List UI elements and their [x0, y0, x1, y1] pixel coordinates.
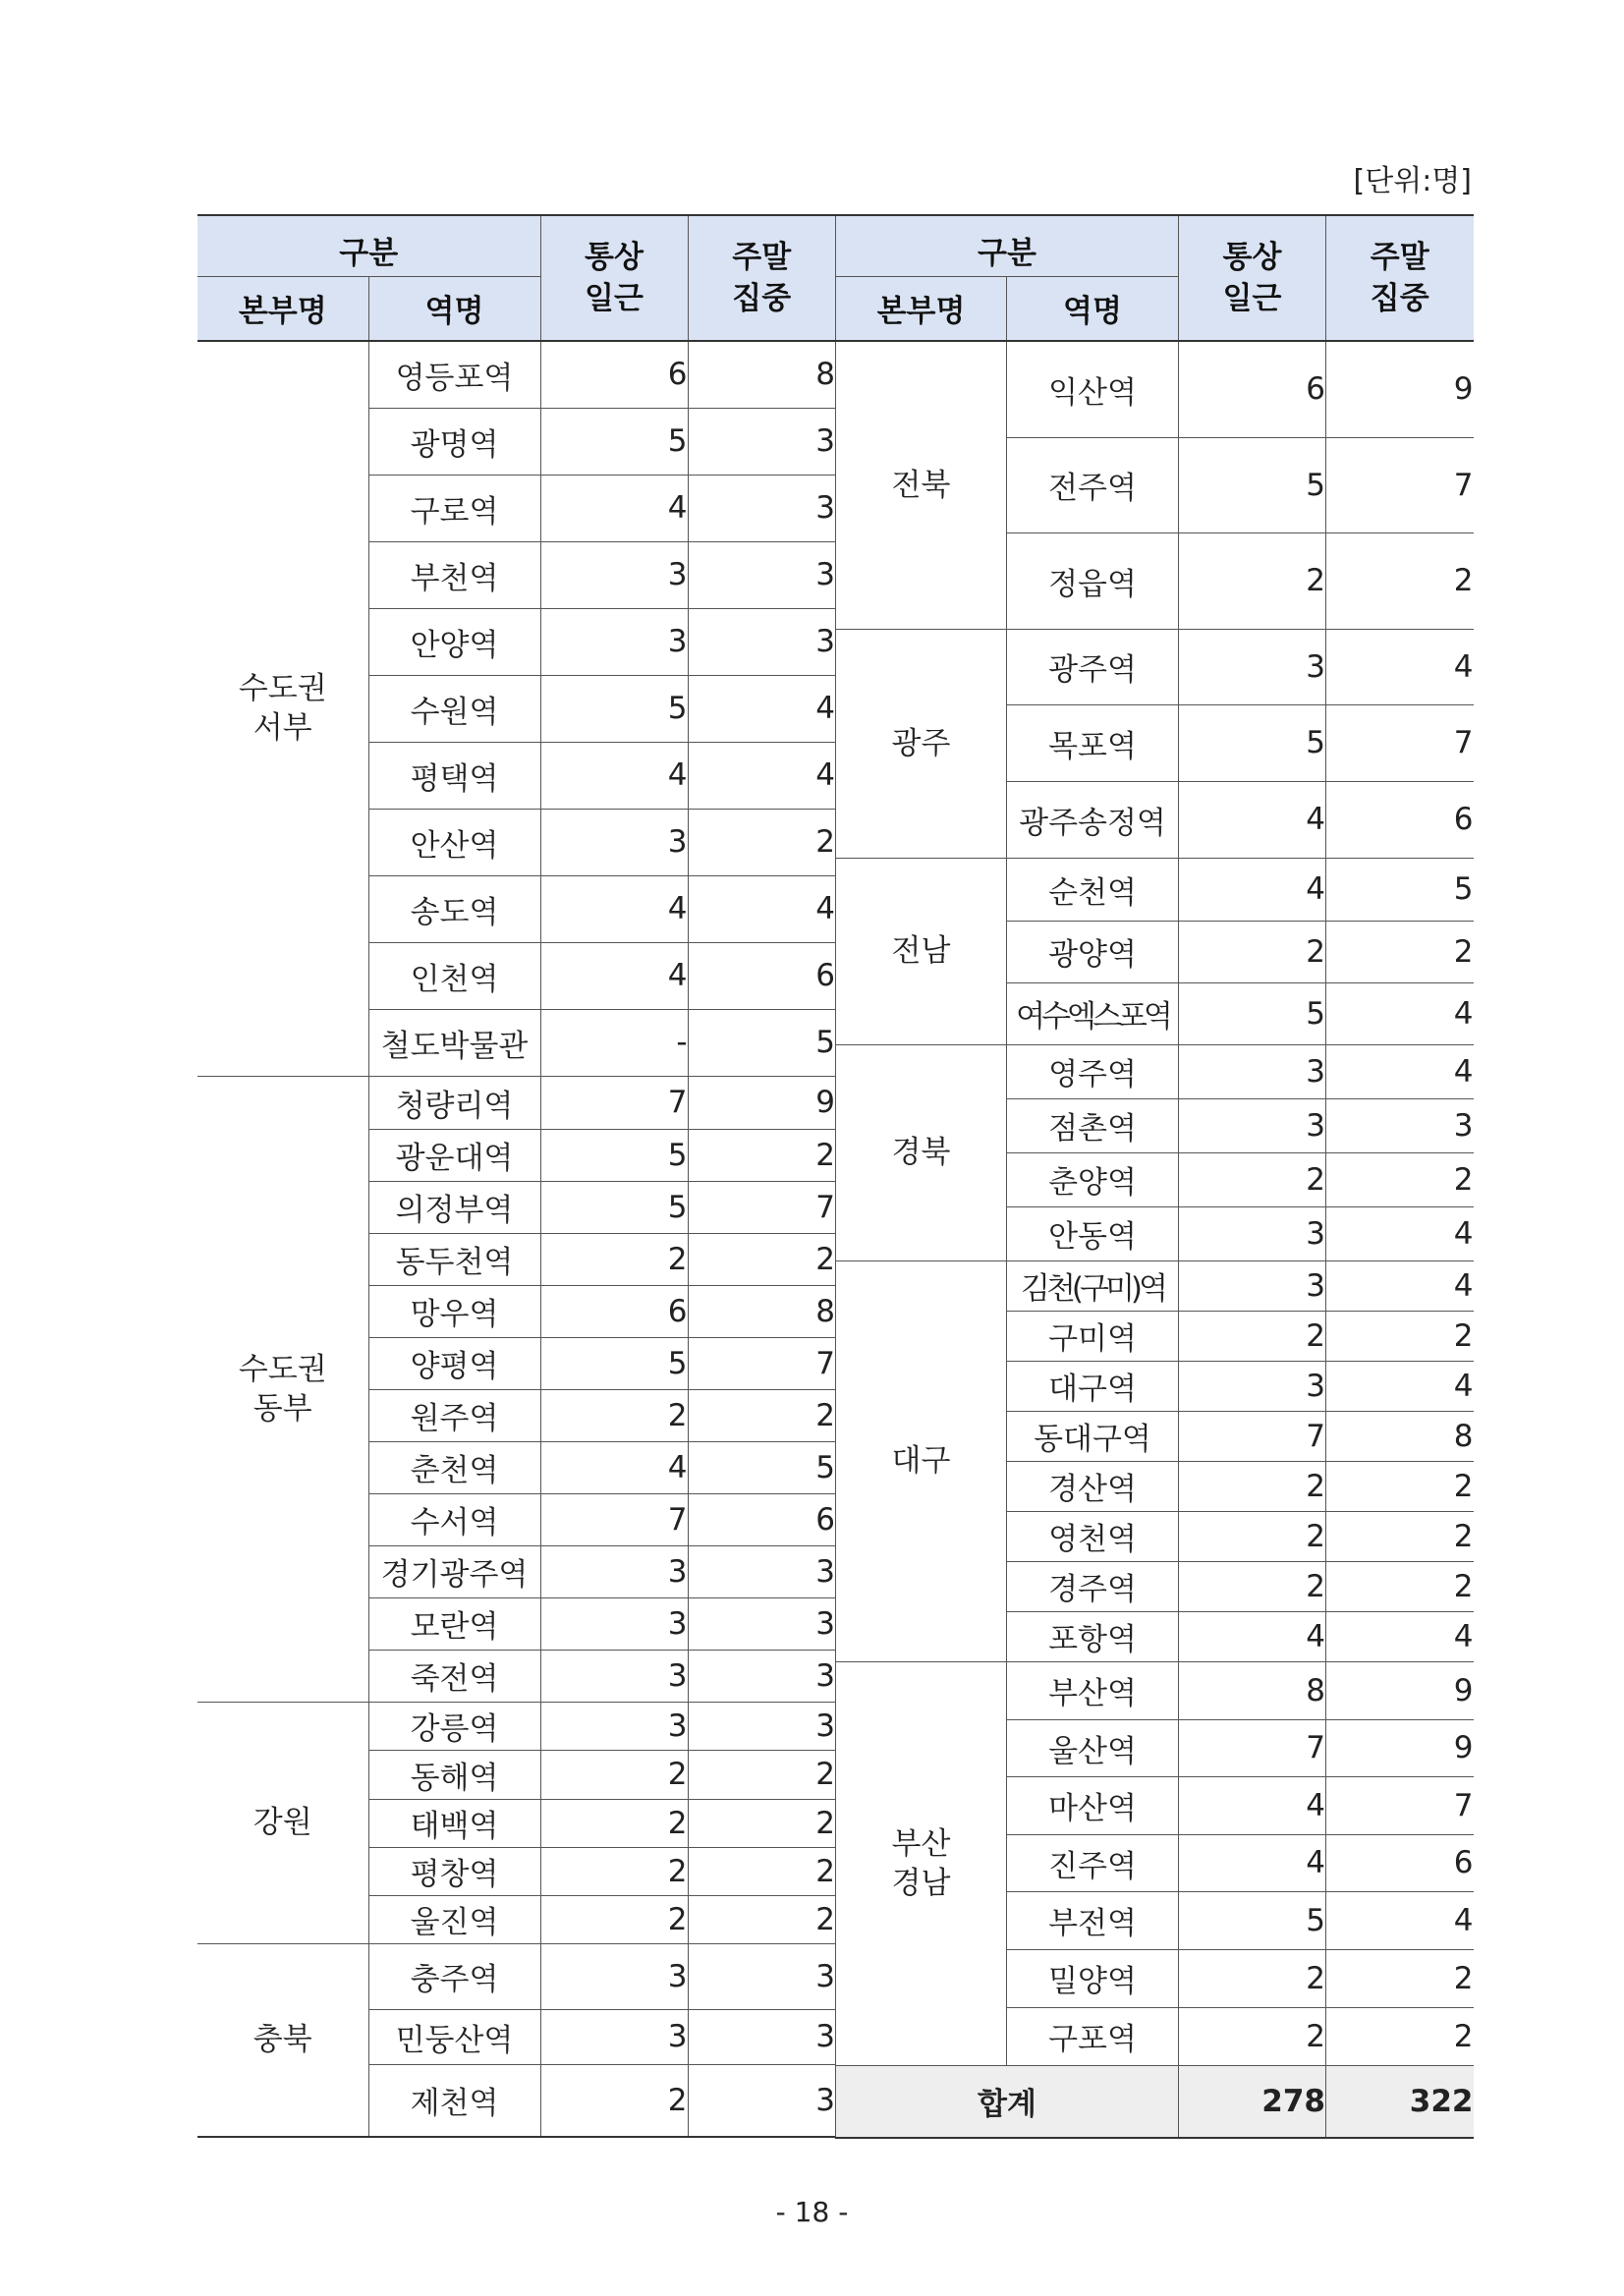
- commute-count: 3: [540, 809, 688, 875]
- commute-count: 5: [540, 1337, 688, 1389]
- header-station: 역명: [1007, 276, 1179, 341]
- header-commute: 통상 일근: [1179, 215, 1326, 341]
- commute-count: 2: [1179, 1561, 1326, 1611]
- hq-name: 경북: [836, 1044, 1007, 1260]
- commute-count: 3: [540, 1702, 688, 1750]
- weekend-count: 6: [1326, 781, 1474, 858]
- commute-count: 3: [540, 1650, 688, 1702]
- table-row: [197, 1702, 835, 1750]
- commute-count: 2: [1179, 1461, 1326, 1511]
- station-name: 평택역: [368, 742, 540, 809]
- station-name: 부천역: [368, 541, 540, 608]
- station-name: 울진역: [368, 1895, 540, 1943]
- hq-name: 수도권 서부: [197, 341, 368, 1076]
- station-name: 마산역: [1007, 1776, 1179, 1834]
- station-name: 양평역: [368, 1337, 540, 1389]
- station-name: 포항역: [1007, 1611, 1179, 1661]
- weekend-count: 2: [688, 1750, 835, 1799]
- table-row: [197, 1076, 835, 1129]
- station-name: 광명역: [368, 408, 540, 475]
- total-label: 합계: [836, 2065, 1179, 2138]
- commute-count: 6: [540, 1285, 688, 1337]
- weekend-count: 6: [1326, 1834, 1474, 1891]
- station-name: 영등포역: [368, 341, 540, 408]
- commute-count: 3: [1179, 1361, 1326, 1411]
- commute-count: 3: [1179, 629, 1326, 704]
- header-commute: 통상 일근: [540, 215, 688, 341]
- commute-count: 4: [540, 475, 688, 541]
- station-name: 죽전역: [368, 1650, 540, 1702]
- table-row: [197, 341, 835, 408]
- weekend-count: 6: [688, 942, 835, 1009]
- station-name: 인천역: [368, 942, 540, 1009]
- commute-count: 8: [1179, 1661, 1326, 1719]
- weekend-count: 4: [1326, 1611, 1474, 1661]
- table-row: [836, 1661, 1474, 1719]
- header-row: [836, 215, 1474, 276]
- commute-count: 3: [540, 608, 688, 675]
- commute-count: 6: [1179, 341, 1326, 437]
- station-name: 평창역: [368, 1847, 540, 1895]
- hq-name: 충북: [197, 1943, 368, 2137]
- hq-name: 강원: [197, 1702, 368, 1943]
- weekend-count: 4: [688, 742, 835, 809]
- weekend-count: 3: [688, 541, 835, 608]
- header-weekend: 주말 집중: [1326, 215, 1474, 341]
- station-name: 철도박물관: [368, 1009, 540, 1076]
- weekend-count: 9: [688, 1076, 835, 1129]
- weekend-count: 2: [688, 1799, 835, 1847]
- weekend-count: 2: [1326, 1461, 1474, 1511]
- station-name: 밀양역: [1007, 1949, 1179, 2007]
- station-name: 부산역: [1007, 1661, 1179, 1719]
- station-name: 김천(구미)역: [1007, 1260, 1179, 1311]
- station-name: 안양역: [368, 608, 540, 675]
- station-name: 강릉역: [368, 1702, 540, 1750]
- weekend-count: 5: [688, 1009, 835, 1076]
- header-hq: 본부명: [836, 276, 1007, 341]
- station-name: 광주역: [1007, 629, 1179, 704]
- staff-table-right: [835, 214, 1474, 2139]
- staff-table-left: [197, 214, 835, 2138]
- weekend-count: 6: [688, 1493, 835, 1545]
- page-number: - 18 -: [775, 2196, 849, 2228]
- header-station: 역명: [368, 276, 540, 341]
- station-name: 청량리역: [368, 1076, 540, 1129]
- station-name: 광양역: [1007, 921, 1179, 982]
- commute-count: 2: [1179, 1949, 1326, 2007]
- station-name: 여수엑스포역: [1007, 982, 1179, 1044]
- commute-count: 2: [1179, 1311, 1326, 1361]
- station-name: 원주역: [368, 1389, 540, 1441]
- commute-count: 5: [540, 1181, 688, 1233]
- header-group: 구분: [197, 215, 540, 276]
- weekend-count: 3: [688, 1650, 835, 1702]
- weekend-count: 4: [1326, 1044, 1474, 1098]
- station-name: 수원역: [368, 675, 540, 742]
- station-name: 민둥산역: [368, 2009, 540, 2064]
- commute-count: 4: [540, 1441, 688, 1493]
- commute-count: 2: [540, 1799, 688, 1847]
- hq-name: 전남: [836, 858, 1007, 1044]
- weekend-count: 2: [688, 809, 835, 875]
- commute-count: 4: [1179, 858, 1326, 921]
- station-name: 태백역: [368, 1799, 540, 1847]
- table-row: [197, 1943, 835, 2009]
- weekend-count: 8: [688, 1285, 835, 1337]
- commute-count: 4: [1179, 1611, 1326, 1661]
- weekend-count: 7: [1326, 1776, 1474, 1834]
- hq-name: 대구: [836, 1260, 1007, 1661]
- weekend-count: 4: [1326, 1891, 1474, 1949]
- commute-count: 4: [1179, 1776, 1326, 1834]
- station-name: 송도역: [368, 875, 540, 942]
- weekend-count: 3: [688, 2064, 835, 2137]
- commute-count: 2: [540, 1389, 688, 1441]
- weekend-count: 3: [688, 2009, 835, 2064]
- weekend-count: 4: [688, 675, 835, 742]
- commute-count: 2: [540, 1895, 688, 1943]
- weekend-count: 2: [688, 1129, 835, 1181]
- header-group: 구분: [836, 215, 1179, 276]
- station-name: 구로역: [368, 475, 540, 541]
- commute-count: 5: [1179, 437, 1326, 532]
- weekend-count: 7: [1326, 437, 1474, 532]
- station-name: 광운대역: [368, 1129, 540, 1181]
- total-commute: 278: [1179, 2065, 1326, 2138]
- commute-count: 5: [540, 675, 688, 742]
- total-weekend: 322: [1326, 2065, 1474, 2138]
- station-name: 춘천역: [368, 1441, 540, 1493]
- header-weekend: 주말 집중: [688, 215, 835, 341]
- weekend-count: 9: [1326, 1719, 1474, 1776]
- station-name: 제천역: [368, 2064, 540, 2137]
- station-name: 경주역: [1007, 1561, 1179, 1611]
- commute-count: 7: [540, 1493, 688, 1545]
- weekend-count: 4: [1326, 1260, 1474, 1311]
- station-name: 울산역: [1007, 1719, 1179, 1776]
- station-name: 순천역: [1007, 858, 1179, 921]
- commute-count: 2: [540, 2064, 688, 2137]
- station-name: 정읍역: [1007, 532, 1179, 629]
- weekend-count: 3: [688, 1545, 835, 1597]
- hq-name: 전북: [836, 341, 1007, 629]
- commute-count: 3: [540, 1597, 688, 1650]
- weekend-count: 3: [688, 1597, 835, 1650]
- commute-count: 6: [540, 341, 688, 408]
- weekend-count: 3: [1326, 1098, 1474, 1152]
- commute-count: 3: [1179, 1206, 1326, 1260]
- table-row: [836, 1044, 1474, 1098]
- commute-count: 2: [1179, 1152, 1326, 1206]
- commute-count: 3: [1179, 1044, 1326, 1098]
- weekend-count: 4: [1326, 1361, 1474, 1411]
- table-row: [836, 858, 1474, 921]
- weekend-count: 2: [1326, 1311, 1474, 1361]
- commute-count: 7: [1179, 1719, 1326, 1776]
- station-name: 모란역: [368, 1597, 540, 1650]
- commute-count: 3: [540, 2009, 688, 2064]
- weekend-count: 2: [688, 1895, 835, 1943]
- station-name: 목포역: [1007, 704, 1179, 781]
- weekend-count: 2: [1326, 1511, 1474, 1561]
- commute-count: 2: [1179, 532, 1326, 629]
- commute-count: 5: [540, 1129, 688, 1181]
- header-hq: 본부명: [197, 276, 368, 341]
- station-name: 진주역: [1007, 1834, 1179, 1891]
- station-name: 점촌역: [1007, 1098, 1179, 1152]
- weekend-count: 3: [688, 408, 835, 475]
- weekend-count: 2: [688, 1847, 835, 1895]
- station-name: 광주송정역: [1007, 781, 1179, 858]
- station-name: 동두천역: [368, 1233, 540, 1285]
- weekend-count: 2: [1326, 1561, 1474, 1611]
- commute-count: 3: [1179, 1098, 1326, 1152]
- commute-count: -: [540, 1009, 688, 1076]
- weekend-count: 7: [1326, 704, 1474, 781]
- table-row: [836, 629, 1474, 704]
- commute-count: 5: [1179, 1891, 1326, 1949]
- weekend-count: 2: [1326, 1152, 1474, 1206]
- station-name: 안산역: [368, 809, 540, 875]
- station-name: 영주역: [1007, 1044, 1179, 1098]
- commute-count: 4: [540, 742, 688, 809]
- hq-name: 수도권 동부: [197, 1076, 368, 1702]
- commute-count: 4: [1179, 781, 1326, 858]
- weekend-count: 2: [688, 1233, 835, 1285]
- station-name: 대구역: [1007, 1361, 1179, 1411]
- weekend-count: 3: [688, 608, 835, 675]
- weekend-count: 7: [688, 1181, 835, 1233]
- station-name: 영천역: [1007, 1511, 1179, 1561]
- station-name: 동해역: [368, 1750, 540, 1799]
- station-name: 구미역: [1007, 1311, 1179, 1361]
- weekend-count: 5: [1326, 858, 1474, 921]
- weekend-count: 3: [688, 475, 835, 541]
- table-row: [836, 341, 1474, 437]
- commute-count: 3: [540, 541, 688, 608]
- station-name: 춘양역: [1007, 1152, 1179, 1206]
- weekend-count: 3: [688, 1702, 835, 1750]
- commute-count: 5: [1179, 704, 1326, 781]
- weekend-count: 8: [1326, 1411, 1474, 1461]
- weekend-count: 5: [688, 1441, 835, 1493]
- weekend-count: 3: [688, 1943, 835, 2009]
- weekend-count: 2: [688, 1389, 835, 1441]
- weekend-count: 2: [1326, 2007, 1474, 2065]
- weekend-count: 4: [1326, 982, 1474, 1044]
- weekend-count: 9: [1326, 341, 1474, 437]
- commute-count: 3: [1179, 1260, 1326, 1311]
- weekend-count: 4: [1326, 1206, 1474, 1260]
- unit-label: [단위:명]: [1353, 164, 1472, 198]
- commute-count: 2: [540, 1847, 688, 1895]
- commute-count: 7: [540, 1076, 688, 1129]
- station-name: 구포역: [1007, 2007, 1179, 2065]
- commute-count: 2: [1179, 1511, 1326, 1561]
- commute-count: 5: [540, 408, 688, 475]
- commute-count: 3: [540, 1943, 688, 2009]
- station-name: 수서역: [368, 1493, 540, 1545]
- hq-name: 부산 경남: [836, 1661, 1007, 2065]
- hq-name: 광주: [836, 629, 1007, 858]
- station-name: 안동역: [1007, 1206, 1179, 1260]
- total-row: [836, 2065, 1474, 2138]
- station-name: 동대구역: [1007, 1411, 1179, 1461]
- weekend-count: 8: [688, 341, 835, 408]
- commute-count: 2: [1179, 921, 1326, 982]
- commute-count: 2: [1179, 2007, 1326, 2065]
- weekend-count: 4: [1326, 629, 1474, 704]
- commute-count: 3: [540, 1545, 688, 1597]
- station-name: 충주역: [368, 1943, 540, 2009]
- commute-count: 5: [1179, 982, 1326, 1044]
- station-name: 의정부역: [368, 1181, 540, 1233]
- station-name: 익산역: [1007, 341, 1179, 437]
- table-row: [836, 1260, 1474, 1311]
- weekend-count: 4: [688, 875, 835, 942]
- commute-count: 7: [1179, 1411, 1326, 1461]
- commute-count: 4: [540, 942, 688, 1009]
- station-name: 전주역: [1007, 437, 1179, 532]
- commute-count: 4: [1179, 1834, 1326, 1891]
- station-name: 망우역: [368, 1285, 540, 1337]
- header-row: [197, 215, 835, 276]
- commute-count: 2: [540, 1233, 688, 1285]
- weekend-count: 2: [1326, 921, 1474, 982]
- commute-count: 2: [540, 1750, 688, 1799]
- weekend-count: 9: [1326, 1661, 1474, 1719]
- station-name: 부전역: [1007, 1891, 1179, 1949]
- weekend-count: 2: [1326, 1949, 1474, 2007]
- station-name: 경기광주역: [368, 1545, 540, 1597]
- weekend-count: 7: [688, 1337, 835, 1389]
- weekend-count: 2: [1326, 532, 1474, 629]
- commute-count: 4: [540, 875, 688, 942]
- station-name: 경산역: [1007, 1461, 1179, 1511]
